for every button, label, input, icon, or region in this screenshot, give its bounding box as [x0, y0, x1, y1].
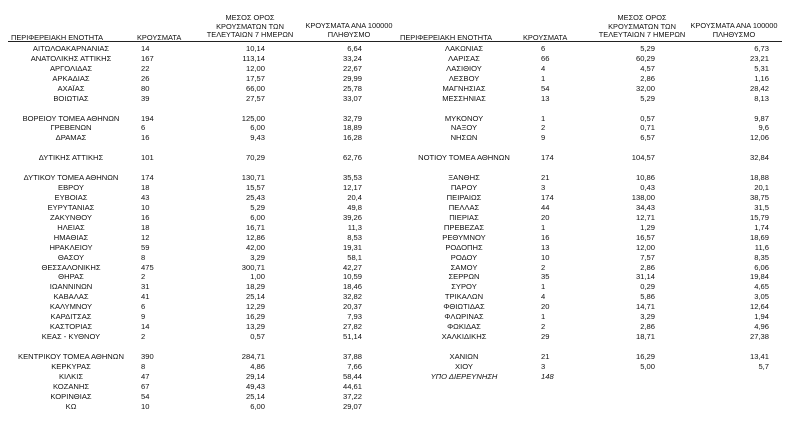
right-row-cases: 9 — [541, 133, 546, 143]
right-row-region: ΠΡΕΒΕΖΑΣ — [443, 222, 485, 232]
right-row-rate: 6,06 — [754, 262, 769, 272]
left-row-rate: 7,93 — [347, 312, 362, 322]
right-row-region: ΝΟΤΙΟΥ ΤΟΜΕΑ ΑΘΗΝΩΝ — [418, 153, 510, 163]
left-row-rate: 33,07 — [342, 93, 362, 103]
right-row-region: ΣΑΜΟΥ — [450, 262, 478, 272]
right-row-rate: 38,75 — [749, 192, 769, 202]
right-row-rate: 1,74 — [754, 222, 769, 232]
left-row-cases: 47 — [141, 371, 150, 381]
right-row-rate: 8,35 — [754, 252, 769, 262]
right-row-region: ΜΕΣΣΗΝΙΑΣ — [442, 93, 486, 103]
left-row-rate: 42,27 — [342, 262, 362, 272]
left-row-cases: 67 — [141, 381, 150, 391]
left-row-region: ΔΥΤΙΚΗΣ ΑΤΤΙΚΗΣ — [38, 153, 104, 163]
left-row-rate: 33,24 — [342, 53, 362, 63]
right-row-cases: 4 — [541, 292, 546, 302]
left-row-cases: 14 — [141, 44, 150, 53]
left-row-avg: 12,00 — [245, 63, 265, 73]
left-row-region: ΑΡΓΟΛΙΔΑΣ — [49, 63, 93, 73]
left-row-region: ΒΟΙΩΤΙΑΣ — [53, 93, 89, 103]
left-row-rate: 25,78 — [342, 83, 362, 93]
right-row-avg: 18,71 — [635, 332, 655, 341]
left-row-cases: 10 — [141, 202, 150, 212]
right-row-avg: 6,57 — [640, 133, 655, 143]
left-row-region: ΔΡΑΜΑΣ — [55, 133, 87, 143]
left-row-rate: 32,79 — [342, 113, 362, 123]
left-row-rate: 18,46 — [342, 282, 362, 292]
right-header-divider — [398, 41, 782, 42]
left-header-cases: ΚΡΟΥΣΜΑΤΑ — [137, 33, 182, 42]
right-row-cases: 6 — [541, 44, 546, 53]
right-row-region: ΧΑΝΙΩΝ — [449, 351, 479, 361]
right-row-rate: 32,84 — [749, 153, 769, 163]
left-row-avg: 17,57 — [245, 73, 265, 83]
left-header-region: ΠΕΡΙΦΕΡΕΙΑΚΗ ΕΝΟΤΗΤΑ — [11, 33, 103, 42]
left-row-rate: 12,17 — [342, 183, 362, 192]
right-row-region: ΜΥΚΟΝΟΥ — [444, 113, 484, 123]
right-row-region: ΣΕΡΡΩΝ — [448, 272, 480, 282]
right-row-region: ΦΩΚΙΔΑΣ — [447, 322, 481, 331]
left-row-avg: 10,14 — [245, 44, 265, 53]
left-row-rate: 51,14 — [342, 332, 362, 341]
right-row-cases: 1 — [541, 222, 546, 232]
left-row-rate: 49,8 — [347, 202, 362, 212]
right-row-rate: 28,42 — [749, 83, 769, 93]
right-row-rate: 4,96 — [754, 322, 769, 331]
right-row-avg: 12,71 — [635, 212, 655, 222]
left-row-region: ΚΕΑΣ - ΚΥΘΝΟΥ — [41, 332, 101, 341]
right-row-avg: 16,57 — [635, 232, 655, 242]
right-row-rate: 18,88 — [749, 173, 769, 183]
left-row-avg: 6,00 — [250, 123, 265, 133]
left-row-region: ΓΡΕΒΕΝΩΝ — [50, 123, 92, 133]
left-row-region: ΚΟΡΙΝΘΙΑΣ — [50, 391, 92, 401]
left-row-region: ΘΕΣΣΑΛΟΝΙΚΗΣ — [41, 262, 101, 272]
left-row-region: ΚΑΒΑΛΑΣ — [53, 292, 89, 302]
left-row-cases: 16 — [141, 133, 150, 143]
left-row-cases: 18 — [141, 222, 150, 232]
right-header-region: ΠΕΡΙΦΕΡΕΙΑΚΗ ΕΝΟΤΗΤΑ — [400, 33, 492, 42]
left-row-avg: 130,71 — [241, 173, 265, 183]
left-row-region: ΖΑΚΥΝΘΟΥ — [50, 212, 92, 222]
left-row-rate: 20,4 — [347, 192, 362, 202]
left-row-avg: 15,57 — [245, 183, 265, 192]
right-row-rate: 9,87 — [754, 113, 769, 123]
left-row-avg: 4,86 — [250, 361, 265, 371]
left-row-cases: 18 — [141, 183, 150, 192]
right-row-cases: 10 — [541, 252, 550, 262]
left-row-cases: 2 — [141, 332, 146, 341]
right-row-avg: 3,29 — [640, 312, 655, 322]
right-row-cases: 4 — [541, 63, 546, 73]
right-row-avg: 0,43 — [640, 183, 655, 192]
right-row-rate: 23,21 — [749, 53, 769, 63]
right-row-rate: 15,79 — [749, 212, 769, 222]
right-row-avg: 2,86 — [640, 73, 655, 83]
left-row-avg: 113,14 — [242, 53, 265, 63]
right-row-rate: 19,84 — [749, 272, 769, 282]
left-row-rate: 16,28 — [342, 133, 362, 143]
left-row-cases: 8 — [141, 361, 146, 371]
left-row-cases: 167 — [141, 53, 154, 63]
right-row-region: ΛΑΡΙΣΑΣ — [448, 53, 480, 63]
left-row-region: ΕΥΡΥΤΑΝΙΑΣ — [47, 202, 95, 212]
right-header-avg-line-3: ΤΕΛΕΥΤΑΙΩΝ 7 ΗΜΕΡΩΝ — [598, 30, 686, 40]
left-row-cases: 8 — [141, 252, 146, 262]
left-header-rate-line-1: ΚΡΟΥΣΜΑΤΑ ΑΝΑ 100000 — [305, 21, 393, 30]
right-header-rate — [683, 22, 785, 39]
right-row-rate: 31,5 — [754, 202, 769, 212]
right-row-cases: 174 — [541, 192, 554, 202]
left-row-avg: 27,57 — [245, 93, 265, 103]
right-row-rate: 18,69 — [749, 232, 769, 242]
right-row-region: ΤΡΙΚΑΛΩΝ — [444, 292, 484, 302]
left-row-region: ΑΧΑΪΑΣ — [57, 83, 85, 93]
left-row-rate: 44,61 — [342, 381, 362, 391]
left-row-rate: 19,31 — [342, 242, 362, 252]
right-row-cases: 35 — [541, 272, 550, 282]
right-row-avg: 31,14 — [635, 272, 655, 282]
left-row-avg: 12,86 — [245, 232, 265, 242]
left-row-cases: 80 — [141, 83, 150, 93]
left-row-cases: 22 — [141, 63, 150, 73]
right-row-rate: 11,6 — [754, 242, 769, 252]
right-header-avg-line-1: ΜΕΣΟΣ ΟΡΟΣ — [617, 13, 667, 22]
left-row-cases: 2 — [141, 272, 146, 282]
left-row-avg: 3,29 — [250, 252, 265, 262]
right-row-rate: 4,65 — [754, 282, 769, 292]
left-row-avg: 284,71 — [241, 351, 265, 361]
right-row-avg: 0,71 — [640, 123, 655, 133]
left-row-avg: 49,43 — [245, 381, 265, 391]
right-row-avg: 16,29 — [635, 351, 655, 361]
left-row-avg: 12,29 — [245, 302, 265, 312]
right-row-avg — [605, 372, 655, 381]
left-row-avg: 42,00 — [245, 242, 265, 252]
right-row-rate: 13,41 — [749, 351, 769, 361]
right-row-avg: 5,00 — [640, 361, 655, 371]
right-header-avg-line-2: ΚΡΟΥΣΜΑΤΩΝ ΤΩΝ — [608, 21, 676, 31]
left-row-region: ΑΙΤΩΛΟΑΚΑΡΝΑΝΙΑΣ — [32, 44, 110, 53]
left-header-rate-line-2: ΠΛΗΘΥΣΜΟ — [327, 29, 371, 39]
left-row-rate: 20,37 — [342, 302, 362, 312]
left-row-avg: 66,00 — [245, 83, 265, 93]
right-row-region: ΡΕΘΥΜΝΟΥ — [442, 232, 486, 242]
right-row-avg: 104,57 — [631, 153, 655, 163]
right-row-avg: 5,86 — [640, 292, 655, 302]
left-row-cases: 6 — [141, 123, 146, 133]
right-row-avg: 14,71 — [635, 302, 655, 312]
left-row-rate: 29,99 — [342, 73, 362, 83]
right-row-cases: 2 — [541, 262, 546, 272]
left-row-avg: 70,29 — [245, 153, 265, 163]
left-row-cases: 475 — [141, 262, 154, 272]
right-header-avg — [590, 14, 694, 40]
left-row-cases: 39 — [141, 93, 150, 103]
right-row-cases: 29 — [541, 332, 550, 341]
left-row-cases: 54 — [141, 391, 150, 401]
left-row-cases: 41 — [141, 292, 150, 302]
right-row-cases: 66 — [541, 53, 550, 63]
right-row-cases: 148 — [541, 371, 554, 381]
right-row-cases: 3 — [541, 183, 546, 192]
left-row-region: ΚΑΣΤΟΡΙΑΣ — [49, 322, 93, 331]
left-row-rate: 18,89 — [342, 123, 362, 133]
right-row-cases: 44 — [541, 202, 550, 212]
right-row-rate: 1,16 — [754, 73, 769, 83]
right-row-avg: 12,00 — [635, 242, 655, 252]
left-row-rate: 8,53 — [347, 232, 362, 242]
left-header-avg-line-2: ΚΡΟΥΣΜΑΤΩΝ ΤΩΝ — [216, 21, 284, 31]
right-row-cases: 13 — [541, 93, 550, 103]
left-row-rate: 27,82 — [342, 322, 362, 331]
left-row-cases: 59 — [141, 242, 150, 252]
right-header-rate-line-2: ΠΛΗΘΥΣΜΟ — [712, 29, 756, 39]
left-row-region: ΔΥΤΙΚΟΥ ΤΟΜΕΑ ΑΘΗΝΩΝ — [23, 173, 119, 183]
right-row-rate: 20,1 — [754, 183, 769, 192]
right-row-rate: 8,13 — [754, 93, 769, 103]
right-row-region: ΛΑΚΩΝΙΑΣ — [444, 44, 484, 53]
right-row-cases: 1 — [541, 282, 546, 292]
right-row-region: ΣΥΡΟΥ — [451, 282, 477, 292]
right-row-avg: 4,57 — [640, 63, 655, 73]
right-row-region: ΥΠΟ ΔΙΕΡΕΥΝΗΣΗ — [430, 371, 498, 381]
left-row-cases: 10 — [141, 401, 150, 411]
right-row-region: ΞΑΝΘΗΣ — [448, 173, 480, 183]
left-row-rate: 58,1 — [347, 252, 362, 262]
left-row-rate: 37,22 — [342, 391, 362, 401]
left-row-rate: 10,59 — [342, 272, 362, 282]
left-row-avg: 5,29 — [250, 202, 265, 212]
right-row-rate — [723, 372, 769, 381]
right-row-cases: 2 — [541, 123, 546, 133]
right-row-cases: 2 — [541, 322, 546, 331]
left-row-avg: 25,43 — [245, 192, 265, 202]
left-row-region: ΚΩ — [65, 401, 77, 411]
left-row-region: ΘΑΣΟΥ — [57, 252, 85, 262]
right-row-avg: 1,29 — [640, 222, 655, 232]
left-row-region: ΚΙΛΚΙΣ — [58, 371, 84, 381]
right-row-region: ΠΑΡΟΥ — [450, 183, 478, 192]
right-row-region: ΠΙΕΡΙΑΣ — [449, 212, 479, 222]
right-row-cases: 3 — [541, 361, 546, 371]
right-row-cases: 13 — [541, 242, 550, 252]
left-row-region: ΚΑΛΥΜΝΟΥ — [49, 302, 93, 312]
right-row-cases: 1 — [541, 73, 546, 83]
right-header-cases: ΚΡΟΥΣΜΑΤΑ — [523, 33, 568, 42]
left-row-rate: 39,26 — [342, 212, 362, 222]
right-row-region: ΠΕΙΡΑΙΩΣ — [446, 192, 482, 202]
left-row-rate: 35,53 — [342, 173, 362, 183]
left-row-region: ΑΡΚΑΔΙΑΣ — [52, 73, 90, 83]
right-row-rate: 12,64 — [749, 302, 769, 312]
right-row-region: ΠΕΛΛΑΣ — [448, 202, 480, 212]
left-row-avg: 29,14 — [245, 371, 265, 381]
left-row-rate: 7,66 — [347, 361, 362, 371]
left-row-avg: 18,29 — [245, 282, 265, 292]
right-row-avg: 5,29 — [640, 44, 655, 53]
left-row-cases: 174 — [141, 173, 154, 183]
right-row-region: ΝΗΣΩΝ — [450, 133, 478, 143]
right-row-avg: 7,57 — [640, 252, 655, 262]
right-row-cases: 16 — [541, 232, 550, 242]
right-row-region: ΡΟΔΟΠΗΣ — [445, 242, 483, 252]
left-row-avg: 6,00 — [250, 401, 265, 411]
right-row-avg: 32,00 — [635, 83, 655, 93]
right-row-rate: 5,31 — [754, 63, 769, 73]
right-row-cases: 1 — [541, 113, 546, 123]
left-row-region: ΕΥΒΟΙΑΣ — [54, 192, 88, 202]
left-row-region: ΗΡΑΚΛΕΙΟΥ — [49, 242, 93, 252]
right-row-region: ΧΑΛΚΙΔΙΚΗΣ — [441, 332, 487, 341]
right-row-rate: 9,6 — [758, 123, 769, 133]
left-row-cases: 9 — [141, 312, 146, 322]
left-row-region: ΙΩΑΝΝΙΝΩΝ — [49, 282, 93, 292]
left-row-rate: 6,64 — [347, 44, 362, 53]
left-row-avg: 1,00 — [250, 272, 265, 282]
left-row-avg: 6,00 — [250, 212, 265, 222]
left-row-cases: 6 — [141, 302, 146, 312]
right-row-avg: 138,00 — [631, 192, 655, 202]
left-row-region: ΚΕΝΤΡΙΚΟΥ ΤΟΜΕΑ ΑΘΗΝΩΝ — [18, 351, 124, 361]
left-row-region: ΚΕΡΚΥΡΑΣ — [51, 361, 91, 371]
left-row-avg: 16,29 — [245, 312, 265, 322]
left-row-region: ΗΜΑΘΙΑΣ — [53, 232, 89, 242]
left-row-rate: 11,3 — [347, 222, 362, 232]
left-row-avg: 16,71 — [245, 222, 265, 232]
left-row-avg: 25,14 — [245, 292, 265, 302]
left-row-cases: 390 — [141, 351, 154, 361]
right-header-rate-line-1: ΚΡΟΥΣΜΑΤΑ ΑΝΑ 100000 — [690, 21, 778, 30]
right-row-avg: 2,86 — [640, 322, 655, 331]
right-row-rate: 6,73 — [754, 44, 769, 53]
left-row-region: ΚΟΖΑΝΗΣ — [52, 381, 90, 391]
left-header-avg — [200, 14, 300, 40]
left-header-divider — [8, 41, 400, 42]
left-row-cases: 16 — [141, 212, 150, 222]
left-row-cases: 31 — [141, 282, 150, 292]
right-row-avg: 0,29 — [640, 282, 655, 292]
right-row-region: ΦΘΙΩΤΙΔΑΣ — [443, 302, 485, 312]
right-row-cases: 174 — [541, 153, 554, 163]
left-row-rate: 29,07 — [342, 401, 362, 411]
left-row-cases: 194 — [141, 113, 154, 123]
left-row-avg: 300,71 — [241, 262, 265, 272]
left-header-rate — [298, 22, 400, 39]
right-row-rate: 12,06 — [749, 133, 769, 143]
right-row-region: ΧΙΟΥ — [455, 361, 473, 371]
right-row-rate: 27,38 — [749, 332, 769, 341]
right-row-avg: 5,29 — [640, 93, 655, 103]
left-row-region: ΚΑΡΔΙΤΣΑΣ — [50, 312, 92, 322]
left-row-region: ΘΗΡΑΣ — [58, 272, 84, 282]
right-row-region: ΝΑΞΟΥ — [450, 123, 478, 133]
left-row-rate: 22,67 — [342, 63, 362, 73]
left-row-avg: 9,43 — [250, 133, 265, 143]
left-header-avg-line-1: ΜΕΣΟΣ ΟΡΟΣ — [225, 13, 275, 22]
left-row-rate: 32,82 — [342, 292, 362, 302]
left-header-avg-line-3: ΤΕΛΕΥΤΑΙΩΝ 7 ΗΜΕΡΩΝ — [206, 30, 294, 40]
right-row-cases: 1 — [541, 312, 546, 322]
right-row-avg: 60,29 — [635, 53, 655, 63]
right-row-region: ΡΟΔΟΥ — [450, 252, 478, 262]
left-row-avg: 25,14 — [245, 391, 265, 401]
right-row-region: ΛΑΣΙΘΙΟΥ — [446, 63, 482, 73]
left-row-region: ΑΝΑΤΟΛΙΚΗΣ ΑΤΤΙΚΗΣ — [30, 53, 112, 63]
right-row-avg: 10,86 — [635, 173, 655, 183]
left-row-region: ΒΟΡΕΙΟΥ ΤΟΜΕΑ ΑΘΗΝΩΝ — [22, 113, 120, 123]
right-row-rate: 1,94 — [754, 312, 769, 322]
right-row-cases: 20 — [541, 302, 550, 312]
left-row-region: ΗΛΕΙΑΣ — [57, 222, 85, 232]
left-row-rate: 58,44 — [342, 371, 362, 381]
left-row-avg: 125,00 — [241, 113, 265, 123]
right-row-cases: 21 — [541, 351, 550, 361]
left-row-cases: 12 — [141, 232, 150, 242]
right-row-rate: 5,7 — [758, 361, 769, 371]
left-row-avg: 0,57 — [250, 332, 265, 341]
left-row-cases: 43 — [141, 192, 150, 202]
right-row-avg: 0,57 — [640, 113, 655, 123]
left-row-avg: 13,29 — [245, 322, 265, 331]
right-row-avg: 34,43 — [635, 202, 655, 212]
left-row-cases: 26 — [141, 73, 150, 83]
right-row-cases: 21 — [541, 173, 550, 183]
left-row-rate: 37,88 — [342, 351, 362, 361]
right-row-region: ΜΑΓΝΗΣΙΑΣ — [442, 83, 486, 93]
left-row-cases: 14 — [141, 322, 150, 331]
right-row-cases: 54 — [541, 83, 550, 93]
right-row-avg: 2,86 — [640, 262, 655, 272]
left-row-rate: 62,76 — [342, 153, 362, 163]
left-row-region: ΕΒΡΟΥ — [58, 183, 84, 192]
right-row-region: ΦΛΩΡΙΝΑΣ — [444, 312, 484, 322]
right-row-cases: 20 — [541, 212, 550, 222]
left-row-cases: 101 — [141, 153, 154, 163]
right-row-region: ΛΕΣΒΟΥ — [448, 73, 480, 83]
right-row-rate: 3,05 — [754, 292, 769, 302]
